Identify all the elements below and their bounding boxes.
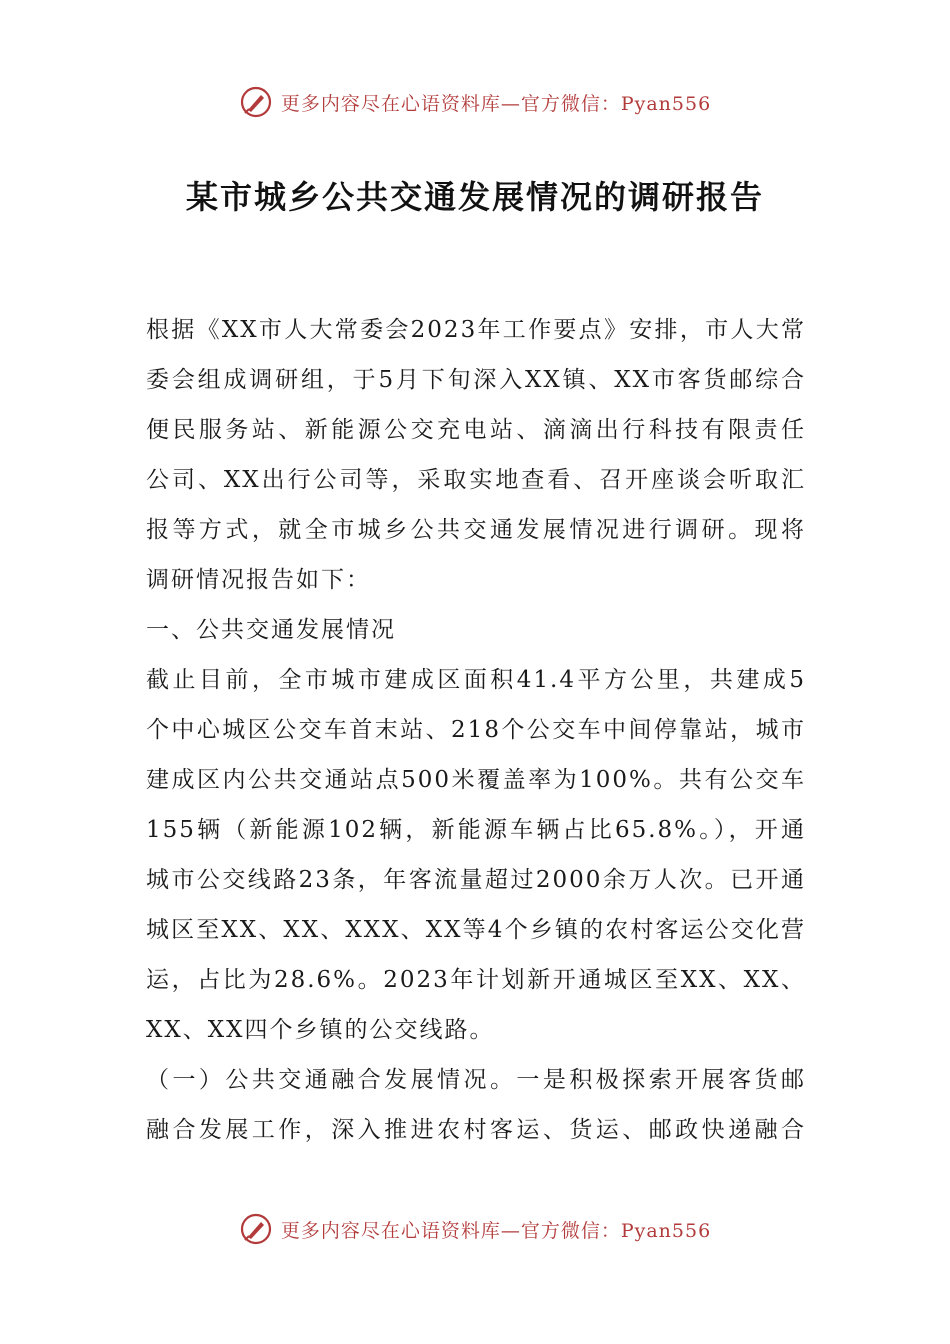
footer-banner [0, 1209, 950, 1249]
body-line: 便民服务站、新能源公交充电站、滴滴出行科技有限责任 [146, 417, 806, 443]
document-body [146, 305, 806, 1155]
pen-nib-logo-icon [239, 85, 273, 119]
body-line: 报等方式，就全市城乡公共交通发展情况进行调研。现将 [146, 517, 806, 543]
body-line: 调研情况报告如下： [146, 567, 371, 593]
body-line: 城区至XX、XX、XXX、XX等4个乡镇的农村客运公交化营 [146, 917, 806, 943]
banner-text: 更多内容尽在心语资料库—官方微信：Pyan556 [280, 1219, 712, 1242]
body-line: 个中心城区公交车首末站、218个公交车中间停靠站，城市 [146, 717, 806, 743]
banner-text: 更多内容尽在心语资料库—官方微信：Pyan556 [280, 92, 712, 115]
body-line: 155辆（新能源102辆，新能源车辆占比65.8%。），开通 [146, 817, 806, 843]
body-line: （一）公共交通融合发展情况。一是积极探索开展客货邮 [146, 1067, 806, 1093]
body-line: 公司、XX出行公司等，采取实地查看、召开座谈会听取汇 [146, 467, 806, 493]
body-line: 委会组成调研组，于5月下旬深入XX镇、XX市客货邮综合 [146, 367, 806, 393]
body-line: 城市公交线路23条，年客流量超过2000余万人次。已开通 [146, 867, 806, 893]
body-line: 融合发展工作，深入推进农村客运、货运、邮政快递融合 [146, 1117, 806, 1143]
body-line: 运，占比为28.6%。2023年计划新开通城区至XX、XX、 [146, 967, 806, 993]
body-line: 截止目前，全市城市建成区面积41.4平方公里，共建成5 [146, 667, 806, 693]
document-title: 某市城乡公共交通发展情况的调研报告 [185, 178, 764, 216]
body-line: 根据《XX市人大常委会2023年工作要点》安排，市人大常 [146, 317, 806, 343]
body-line: 建成区内公共交通站点500米覆盖率为100%。共有公交车 [146, 767, 806, 793]
body-line: XX、XX四个乡镇的公交线路。 [146, 1017, 495, 1043]
section-heading: 一、公共交通发展情况 [146, 617, 396, 643]
header-banner [0, 82, 950, 122]
pen-nib-logo-icon [239, 1212, 273, 1246]
